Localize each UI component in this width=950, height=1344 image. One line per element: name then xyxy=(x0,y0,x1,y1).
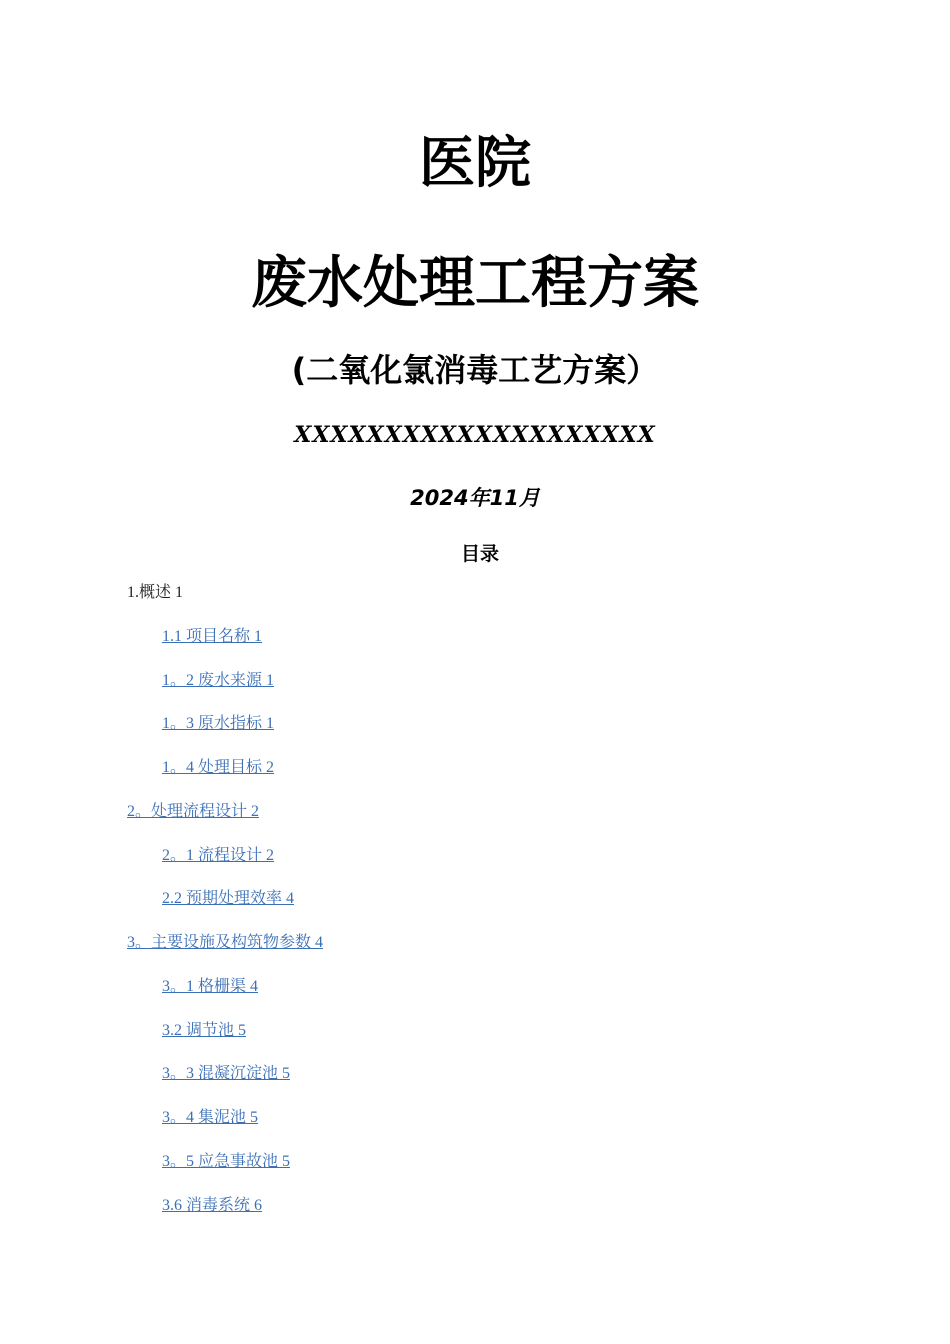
title-subtitle: (二氧化氯消毒工艺方案） xyxy=(291,351,659,389)
toc-item[interactable] xyxy=(0,841,950,885)
toc-heading: 目录 xyxy=(460,543,499,565)
toc-item[interactable] xyxy=(0,972,950,1016)
toc-link[interactable]: 1.1 项目名称 1 xyxy=(162,627,263,645)
table-of-contents xyxy=(0,578,950,1234)
toc-item[interactable] xyxy=(0,1147,950,1191)
toc-item[interactable] xyxy=(0,797,950,841)
toc-item[interactable] xyxy=(0,622,950,666)
title-hospital: 医院 xyxy=(419,131,531,196)
toc-link[interactable]: 2.2 预期处理效率 4 xyxy=(162,890,295,908)
title-main: 废水处理工程方案 xyxy=(251,251,699,316)
toc-entry-text: 1.概述 1 xyxy=(127,584,184,601)
toc-item[interactable] xyxy=(0,1103,950,1147)
toc-item[interactable] xyxy=(0,666,950,710)
toc-link[interactable]: 3。3 混凝沉淀池 5 xyxy=(162,1065,291,1083)
toc-link[interactable]: 3.2 调节池 5 xyxy=(162,1021,247,1039)
document-date: 2024年11月 xyxy=(410,486,540,510)
toc-item[interactable] xyxy=(0,1016,950,1060)
toc-link[interactable]: 3。主要设施及构筑物参数 4 xyxy=(127,934,324,951)
toc-link[interactable]: 2。处理流程设计 2 xyxy=(127,802,260,820)
toc-link[interactable]: 3。5 应急事故池 5 xyxy=(162,1152,291,1170)
company-name: XXXXXXXXXXXXXXXXXXXX xyxy=(294,422,656,448)
toc-link[interactable]: 1。2 废水来源 1 xyxy=(162,671,275,689)
toc-item[interactable] xyxy=(0,1059,950,1103)
toc-item xyxy=(0,578,950,622)
toc-item[interactable] xyxy=(0,884,950,928)
toc-link[interactable]: 2。1 流程设计 2 xyxy=(162,846,275,864)
toc-item[interactable] xyxy=(0,928,950,972)
toc-item[interactable] xyxy=(0,1191,950,1235)
toc-link[interactable]: 3。4 集泥池 5 xyxy=(162,1109,259,1126)
toc-item[interactable] xyxy=(0,709,950,753)
toc-link[interactable]: 3.6 消毒系统 6 xyxy=(162,1196,263,1214)
toc-item[interactable] xyxy=(0,753,950,797)
toc-link[interactable]: 1。4 处理目标 2 xyxy=(162,759,275,776)
toc-link[interactable]: 1。3 原水指标 1 xyxy=(162,715,275,733)
toc-link[interactable]: 3。1 格栅渠 4 xyxy=(162,977,259,995)
